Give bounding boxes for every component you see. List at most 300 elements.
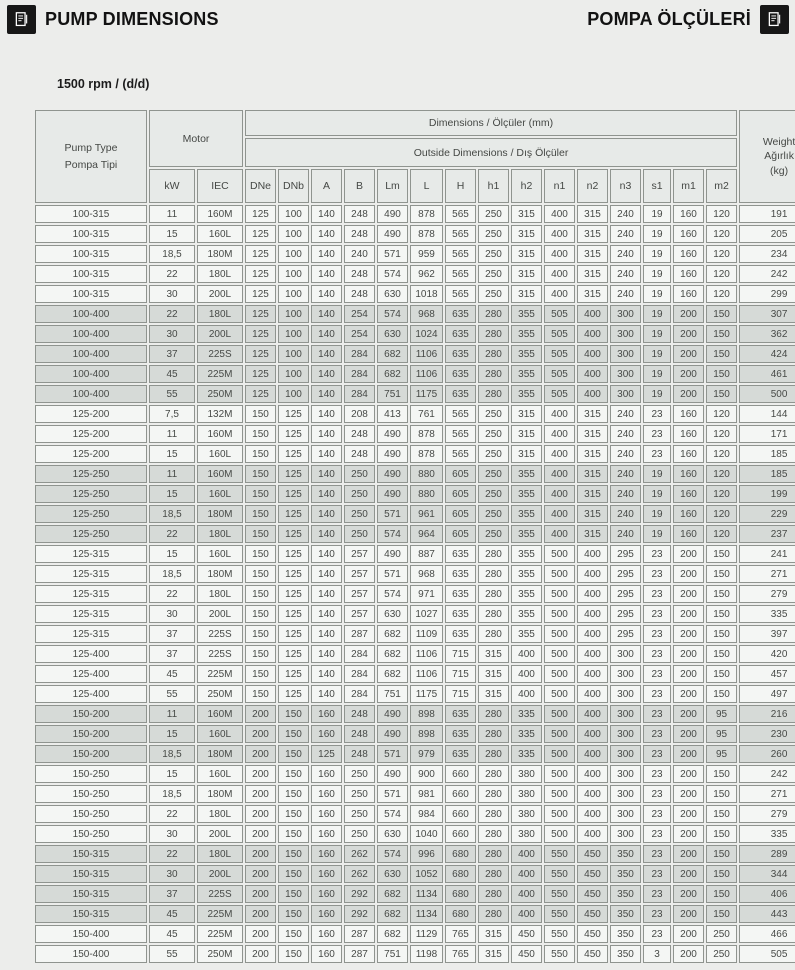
- value-cell: 355: [511, 345, 542, 363]
- value-cell: 150: [706, 785, 737, 803]
- value-cell: 355: [511, 585, 542, 603]
- value-cell: 550: [544, 865, 575, 883]
- value-cell: 254: [344, 325, 375, 343]
- value-cell: 413: [377, 405, 408, 423]
- value-cell: 350: [610, 885, 641, 903]
- value-cell: 23: [643, 865, 671, 883]
- value-cell: 200: [673, 645, 704, 663]
- weight-cell: 185: [739, 445, 795, 463]
- value-cell: 23: [643, 905, 671, 923]
- value-cell: 200: [245, 925, 276, 943]
- value-cell: 250: [344, 805, 375, 823]
- dim-column-header: DNb: [278, 169, 309, 203]
- table-row: [35, 205, 795, 223]
- value-cell: 682: [377, 905, 408, 923]
- value-cell: 490: [377, 545, 408, 563]
- pump-type-cell: 150-315: [35, 905, 147, 923]
- value-cell: 280: [478, 365, 509, 383]
- value-cell: 400: [577, 345, 608, 363]
- value-cell: 355: [511, 465, 542, 483]
- dim-column-header: m1: [673, 169, 704, 203]
- value-cell: 160: [311, 885, 342, 903]
- value-cell: 18,5: [149, 785, 195, 803]
- value-cell: 23: [643, 705, 671, 723]
- value-cell: 19: [643, 525, 671, 543]
- table-row: [35, 925, 795, 943]
- value-cell: 550: [544, 845, 575, 863]
- value-cell: 751: [377, 685, 408, 703]
- value-cell: 125: [245, 245, 276, 263]
- weight-cell: 500: [739, 385, 795, 403]
- value-cell: 400: [544, 285, 575, 303]
- value-cell: 37: [149, 345, 195, 363]
- value-cell: 125: [278, 585, 309, 603]
- table-row: [35, 825, 795, 843]
- weight-cell: 279: [739, 585, 795, 603]
- value-cell: 15: [149, 765, 195, 783]
- value-cell: 660: [445, 765, 476, 783]
- value-cell: 160: [311, 925, 342, 943]
- weight-header: [739, 110, 795, 203]
- value-cell: 565: [445, 205, 476, 223]
- dim-column-header: DNe: [245, 169, 276, 203]
- value-cell: 23: [643, 885, 671, 903]
- value-cell: 250: [344, 785, 375, 803]
- value-cell: 574: [377, 805, 408, 823]
- value-cell: 140: [311, 405, 342, 423]
- value-cell: 250: [478, 485, 509, 503]
- value-cell: 315: [478, 665, 509, 683]
- value-cell: 150: [706, 865, 737, 883]
- value-cell: 500: [544, 765, 575, 783]
- table-row: [35, 225, 795, 243]
- value-cell: 490: [377, 225, 408, 243]
- value-cell: 490: [377, 205, 408, 223]
- value-cell: 315: [577, 465, 608, 483]
- value-cell: 160: [673, 445, 704, 463]
- value-cell: 19: [643, 265, 671, 283]
- value-cell: 120: [706, 265, 737, 283]
- value-cell: 400: [544, 465, 575, 483]
- value-cell: 300: [610, 305, 641, 323]
- pump-type-cell: 125-250: [35, 465, 147, 483]
- value-cell: 200: [245, 785, 276, 803]
- value-cell: 45: [149, 365, 195, 383]
- value-cell: 240: [610, 425, 641, 443]
- value-cell: 100: [278, 325, 309, 343]
- value-cell: 150: [706, 905, 737, 923]
- value-cell: 200: [245, 745, 276, 763]
- value-cell: 125: [278, 525, 309, 543]
- pump-type-cell: 125-400: [35, 645, 147, 663]
- pump-document-icon: [7, 5, 36, 34]
- value-cell: 284: [344, 365, 375, 383]
- page-header: [0, 0, 795, 34]
- value-cell: 315: [511, 205, 542, 223]
- value-cell: 500: [544, 645, 575, 663]
- value-cell: 150: [706, 885, 737, 903]
- value-cell: 23: [643, 665, 671, 683]
- pump-type-cell: 100-315: [35, 285, 147, 303]
- value-cell: 140: [311, 385, 342, 403]
- value-cell: 500: [544, 545, 575, 563]
- pump-type-cell: 100-400: [35, 345, 147, 363]
- pump-type-cell: 125-200: [35, 405, 147, 423]
- value-cell: 979: [410, 745, 443, 763]
- pump-document-icon: [760, 5, 789, 34]
- value-cell: 380: [511, 765, 542, 783]
- value-cell: 400: [577, 665, 608, 683]
- value-cell: 574: [377, 265, 408, 283]
- value-cell: 150: [278, 925, 309, 943]
- value-cell: 200: [673, 785, 704, 803]
- value-cell: 898: [410, 705, 443, 723]
- dim-column-header: h2: [511, 169, 542, 203]
- value-cell: 400: [577, 625, 608, 643]
- value-cell: 315: [577, 285, 608, 303]
- value-cell: 292: [344, 905, 375, 923]
- value-cell: 280: [478, 385, 509, 403]
- dim-column-header: n2: [577, 169, 608, 203]
- value-cell: 280: [478, 325, 509, 343]
- table-row: [35, 325, 795, 343]
- pump-type-cell: 100-315: [35, 245, 147, 263]
- value-cell: 200L: [197, 825, 243, 843]
- value-cell: 682: [377, 925, 408, 943]
- pump-type-header-tr: Pompa Tipi: [64, 158, 118, 171]
- value-cell: 200: [245, 825, 276, 843]
- pump-type-cell: 150-400: [35, 925, 147, 943]
- value-cell: 1134: [410, 885, 443, 903]
- value-cell: 984: [410, 805, 443, 823]
- value-cell: 125: [278, 565, 309, 583]
- value-cell: 23: [643, 745, 671, 763]
- value-cell: 660: [445, 805, 476, 823]
- value-cell: 120: [706, 465, 737, 483]
- value-cell: 1052: [410, 865, 443, 883]
- value-cell: 315: [577, 405, 608, 423]
- weight-header-en: Weight: [762, 136, 795, 149]
- value-cell: 200: [673, 565, 704, 583]
- weight-cell: 466: [739, 925, 795, 943]
- value-cell: 23: [643, 405, 671, 423]
- table-row: [35, 385, 795, 403]
- value-cell: 125: [245, 325, 276, 343]
- value-cell: 500: [544, 805, 575, 823]
- value-cell: 37: [149, 645, 195, 663]
- value-cell: 160L: [197, 225, 243, 243]
- value-cell: 22: [149, 805, 195, 823]
- value-cell: 125: [278, 645, 309, 663]
- value-cell: 500: [544, 585, 575, 603]
- value-cell: 635: [445, 605, 476, 623]
- value-cell: 22: [149, 585, 195, 603]
- value-cell: 225S: [197, 625, 243, 643]
- value-cell: 180M: [197, 745, 243, 763]
- value-cell: 200L: [197, 325, 243, 343]
- value-cell: 200: [673, 585, 704, 603]
- value-cell: 635: [445, 325, 476, 343]
- value-cell: 15: [149, 225, 195, 243]
- value-cell: 680: [445, 905, 476, 923]
- value-cell: 961: [410, 505, 443, 523]
- value-cell: 1027: [410, 605, 443, 623]
- value-cell: 30: [149, 605, 195, 623]
- value-cell: 280: [478, 745, 509, 763]
- value-cell: 1106: [410, 345, 443, 363]
- value-cell: 95: [706, 745, 737, 763]
- value-cell: 400: [577, 825, 608, 843]
- value-cell: 100: [278, 365, 309, 383]
- value-cell: 240: [344, 245, 375, 263]
- value-cell: 380: [511, 825, 542, 843]
- value-cell: 240: [610, 205, 641, 223]
- value-cell: 280: [478, 905, 509, 923]
- value-cell: 23: [643, 585, 671, 603]
- value-cell: 150: [278, 865, 309, 883]
- value-cell: 400: [544, 205, 575, 223]
- value-cell: 200L: [197, 285, 243, 303]
- value-cell: 160: [311, 865, 342, 883]
- value-cell: 160L: [197, 445, 243, 463]
- value-cell: 140: [311, 285, 342, 303]
- value-cell: 150: [706, 625, 737, 643]
- value-cell: 660: [445, 785, 476, 803]
- value-cell: 225M: [197, 905, 243, 923]
- value-cell: 295: [610, 565, 641, 583]
- value-cell: 315: [511, 225, 542, 243]
- value-cell: 284: [344, 645, 375, 663]
- weight-cell: 420: [739, 645, 795, 663]
- weight-cell: 242: [739, 265, 795, 283]
- value-cell: 400: [577, 765, 608, 783]
- table-row: [35, 405, 795, 423]
- value-cell: 574: [377, 585, 408, 603]
- value-cell: 350: [610, 945, 641, 963]
- value-cell: 505: [544, 365, 575, 383]
- value-cell: 550: [544, 905, 575, 923]
- value-cell: 200: [673, 625, 704, 643]
- value-cell: 500: [544, 705, 575, 723]
- value-cell: 400: [544, 445, 575, 463]
- table-row: [35, 285, 795, 303]
- value-cell: 765: [445, 925, 476, 943]
- value-cell: 250: [478, 205, 509, 223]
- value-cell: 565: [445, 445, 476, 463]
- value-cell: 23: [643, 685, 671, 703]
- value-cell: 400: [511, 845, 542, 863]
- value-cell: 635: [445, 625, 476, 643]
- value-cell: 400: [577, 545, 608, 563]
- value-cell: 11: [149, 705, 195, 723]
- value-cell: 23: [643, 445, 671, 463]
- value-cell: 19: [643, 245, 671, 263]
- dim-column-header: s1: [643, 169, 671, 203]
- weight-cell: 457: [739, 665, 795, 683]
- value-cell: 125: [245, 305, 276, 323]
- weight-cell: 237: [739, 525, 795, 543]
- value-cell: 248: [344, 725, 375, 743]
- value-cell: 150: [706, 565, 737, 583]
- value-cell: 23: [643, 805, 671, 823]
- pump-type-header-en: Pump Type: [64, 142, 118, 155]
- value-cell: 284: [344, 385, 375, 403]
- value-cell: 250: [706, 945, 737, 963]
- value-cell: 635: [445, 745, 476, 763]
- weight-cell: 234: [739, 245, 795, 263]
- value-cell: 140: [311, 585, 342, 603]
- value-cell: 400: [544, 405, 575, 423]
- value-cell: 150: [245, 665, 276, 683]
- value-cell: 284: [344, 665, 375, 683]
- value-cell: 257: [344, 605, 375, 623]
- value-cell: 30: [149, 285, 195, 303]
- value-cell: 500: [544, 665, 575, 683]
- value-cell: 248: [344, 425, 375, 443]
- value-cell: 400: [577, 365, 608, 383]
- value-cell: 761: [410, 405, 443, 423]
- value-cell: 315: [511, 425, 542, 443]
- value-cell: 635: [445, 725, 476, 743]
- value-cell: 248: [344, 445, 375, 463]
- value-cell: 682: [377, 625, 408, 643]
- value-cell: 280: [478, 565, 509, 583]
- value-cell: 565: [445, 285, 476, 303]
- value-cell: 335: [511, 725, 542, 743]
- value-cell: 180M: [197, 785, 243, 803]
- weight-cell: 307: [739, 305, 795, 323]
- value-cell: 15: [149, 725, 195, 743]
- table-row: [35, 465, 795, 483]
- weight-header-unit: (kg): [770, 164, 789, 177]
- value-cell: 300: [610, 725, 641, 743]
- table-row: [35, 445, 795, 463]
- value-cell: 140: [311, 685, 342, 703]
- value-cell: 287: [344, 945, 375, 963]
- value-cell: 280: [478, 865, 509, 883]
- value-cell: 140: [311, 505, 342, 523]
- value-cell: 400: [511, 885, 542, 903]
- value-cell: 450: [577, 905, 608, 923]
- dim-column-header: L: [410, 169, 443, 203]
- value-cell: 240: [610, 505, 641, 523]
- value-cell: 22: [149, 265, 195, 283]
- value-cell: 315: [478, 685, 509, 703]
- value-cell: 125: [278, 485, 309, 503]
- pump-type-cell: 125-250: [35, 505, 147, 523]
- value-cell: 180L: [197, 525, 243, 543]
- value-cell: 120: [706, 225, 737, 243]
- value-cell: 200: [673, 365, 704, 383]
- pump-type-cell: 100-315: [35, 225, 147, 243]
- value-cell: 23: [643, 605, 671, 623]
- value-cell: 1106: [410, 665, 443, 683]
- value-cell: 160: [311, 805, 342, 823]
- value-cell: 19: [643, 325, 671, 343]
- value-cell: 160L: [197, 725, 243, 743]
- value-cell: 250: [344, 505, 375, 523]
- value-cell: 630: [377, 825, 408, 843]
- value-cell: 100: [278, 345, 309, 363]
- value-cell: 635: [445, 565, 476, 583]
- value-cell: 315: [511, 245, 542, 263]
- value-cell: 565: [445, 245, 476, 263]
- value-cell: 160: [673, 285, 704, 303]
- value-cell: 250: [706, 925, 737, 943]
- value-cell: 22: [149, 845, 195, 863]
- value-cell: 500: [544, 605, 575, 623]
- value-cell: 150: [706, 845, 737, 863]
- value-cell: 1175: [410, 385, 443, 403]
- value-cell: 200: [673, 925, 704, 943]
- pump-type-cell: 125-315: [35, 565, 147, 583]
- value-cell: 19: [643, 305, 671, 323]
- value-cell: 125: [278, 625, 309, 643]
- value-cell: 257: [344, 585, 375, 603]
- value-cell: 37: [149, 885, 195, 903]
- value-cell: 880: [410, 465, 443, 483]
- value-cell: 140: [311, 225, 342, 243]
- weight-cell: 335: [739, 605, 795, 623]
- value-cell: 160: [673, 485, 704, 503]
- weight-cell: 185: [739, 465, 795, 483]
- value-cell: 125: [278, 425, 309, 443]
- value-cell: 1106: [410, 645, 443, 663]
- value-cell: 450: [577, 925, 608, 943]
- value-cell: 125: [245, 205, 276, 223]
- value-cell: 500: [544, 745, 575, 763]
- value-cell: 280: [478, 585, 509, 603]
- value-cell: 295: [610, 545, 641, 563]
- pump-type-cell: 150-200: [35, 705, 147, 723]
- pump-type-cell: 100-400: [35, 365, 147, 383]
- value-cell: 100: [278, 285, 309, 303]
- table-row: [35, 425, 795, 443]
- value-cell: 150: [245, 405, 276, 423]
- weight-cell: 171: [739, 425, 795, 443]
- value-cell: 635: [445, 305, 476, 323]
- value-cell: 180L: [197, 305, 243, 323]
- pump-type-cell: 150-250: [35, 805, 147, 823]
- value-cell: 120: [706, 205, 737, 223]
- table-row: [35, 725, 795, 743]
- value-cell: 450: [577, 865, 608, 883]
- value-cell: 565: [445, 425, 476, 443]
- value-cell: 200: [245, 865, 276, 883]
- value-cell: 355: [511, 505, 542, 523]
- value-cell: 400: [544, 265, 575, 283]
- value-cell: 284: [344, 345, 375, 363]
- value-cell: 45: [149, 665, 195, 683]
- value-cell: 120: [706, 425, 737, 443]
- value-cell: 400: [511, 665, 542, 683]
- value-cell: 200: [673, 305, 704, 323]
- value-cell: 200: [673, 605, 704, 623]
- value-cell: 878: [410, 205, 443, 223]
- value-cell: 140: [311, 645, 342, 663]
- value-cell: 257: [344, 565, 375, 583]
- value-cell: 262: [344, 845, 375, 863]
- value-cell: 574: [377, 305, 408, 323]
- value-cell: 300: [610, 805, 641, 823]
- value-cell: 95: [706, 725, 737, 743]
- value-cell: 55: [149, 945, 195, 963]
- table-row: [35, 785, 795, 803]
- value-cell: 160: [673, 505, 704, 523]
- value-cell: 250: [344, 765, 375, 783]
- value-cell: 200: [673, 545, 704, 563]
- value-cell: 200: [673, 725, 704, 743]
